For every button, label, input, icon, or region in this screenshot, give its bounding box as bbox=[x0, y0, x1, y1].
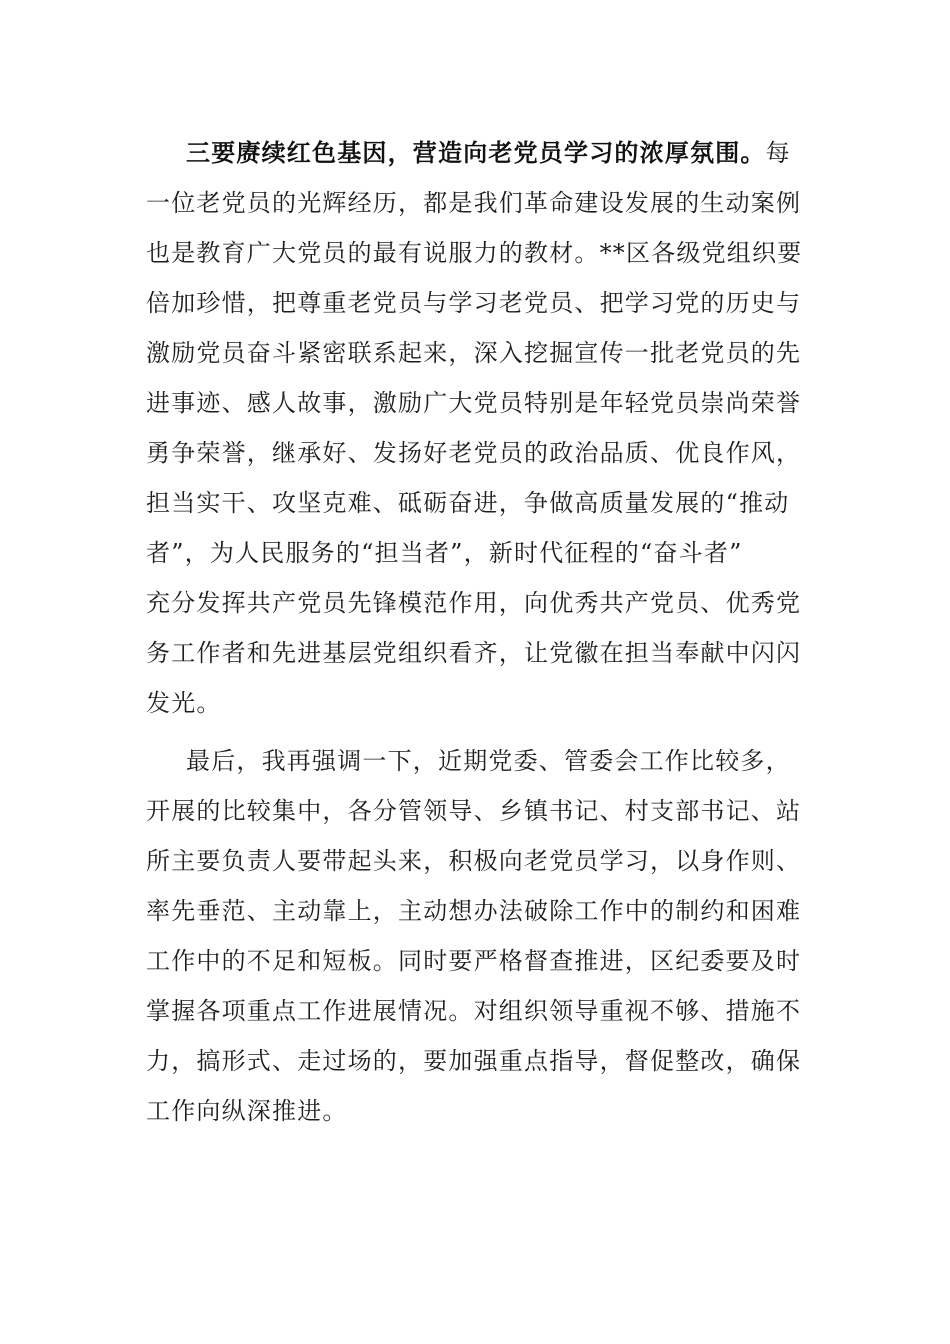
paragraph-line: 所主要负责人要带起头来，积极向老党员学习，以身作则、 bbox=[146, 847, 802, 875]
paragraph-line: 激励党员奋斗紧密联系起来，深入挖掘宣传一批老党员的先 bbox=[146, 339, 802, 367]
paragraph-line: 工作中的不足和短板。同时要严格督查推进，区纪委要及时 bbox=[146, 947, 802, 975]
paragraph-line: 勇争荣誉，继承好、发扬好老党员的政治品质、优良作风， bbox=[146, 439, 802, 467]
paragraph-line: 工作向纵深推进。 bbox=[146, 1097, 348, 1125]
paragraph-three-requirements bbox=[146, 128, 810, 728]
paragraph-line: 一位老党员的光辉经历，都是我们革命建设发展的生动案例 bbox=[146, 189, 802, 217]
paragraph-line: 力，搞形式、走过场的，要加强重点指导，督促整改，确保 bbox=[146, 1047, 802, 1075]
paragraph-line: 开展的比较集中，各分管领导、乡镇书记、村支部书记、站 bbox=[146, 797, 802, 825]
paragraph-line: 率先垂范、主动靠上，主动想办法破除工作中的制约和困难 bbox=[146, 897, 802, 925]
paragraph-closing-remarks bbox=[146, 736, 810, 1136]
paragraph-line: 也是教育广大党员的最有说服力的教材。**区各级党组织要 bbox=[146, 239, 803, 267]
paragraph-line: 务工作者和先进基层党组织看齐，让党徽在担当奉献中闪闪 bbox=[146, 639, 802, 667]
section-heading: 三要赓续红色基因，营造向老党员学习的浓厚氛围。 bbox=[186, 138, 766, 167]
paragraph-line: 进事迹、感人故事，激励广大党员特别是年轻党员崇尚荣誉 bbox=[146, 389, 802, 417]
paragraph-line bbox=[146, 128, 810, 178]
paragraph-line: 倍加珍惜，把尊重老党员与学习老党员、把学习党的历史与 bbox=[146, 289, 802, 317]
paragraph-line: 充分发挥共产党员先锋模范作用，向优秀共产党员、优秀党 bbox=[146, 589, 802, 617]
paragraph-line: 掌握各项重点工作进展情况。对组织领导重视不够、措施不 bbox=[146, 997, 802, 1025]
paragraph-line: 最后，我再强调一下，近期党委、管委会工作比较多， bbox=[186, 747, 791, 775]
paragraph-line: 发光。 bbox=[146, 689, 222, 717]
line-text: 每 bbox=[765, 139, 791, 167]
paragraph-line: 者”，为人民服务的“担当者”，新时代征程的“奋斗者” bbox=[146, 539, 743, 567]
paragraph-line: 担当实干、攻坚克难、砥砺奋进，争做高质量发展的“推动 bbox=[146, 489, 790, 517]
